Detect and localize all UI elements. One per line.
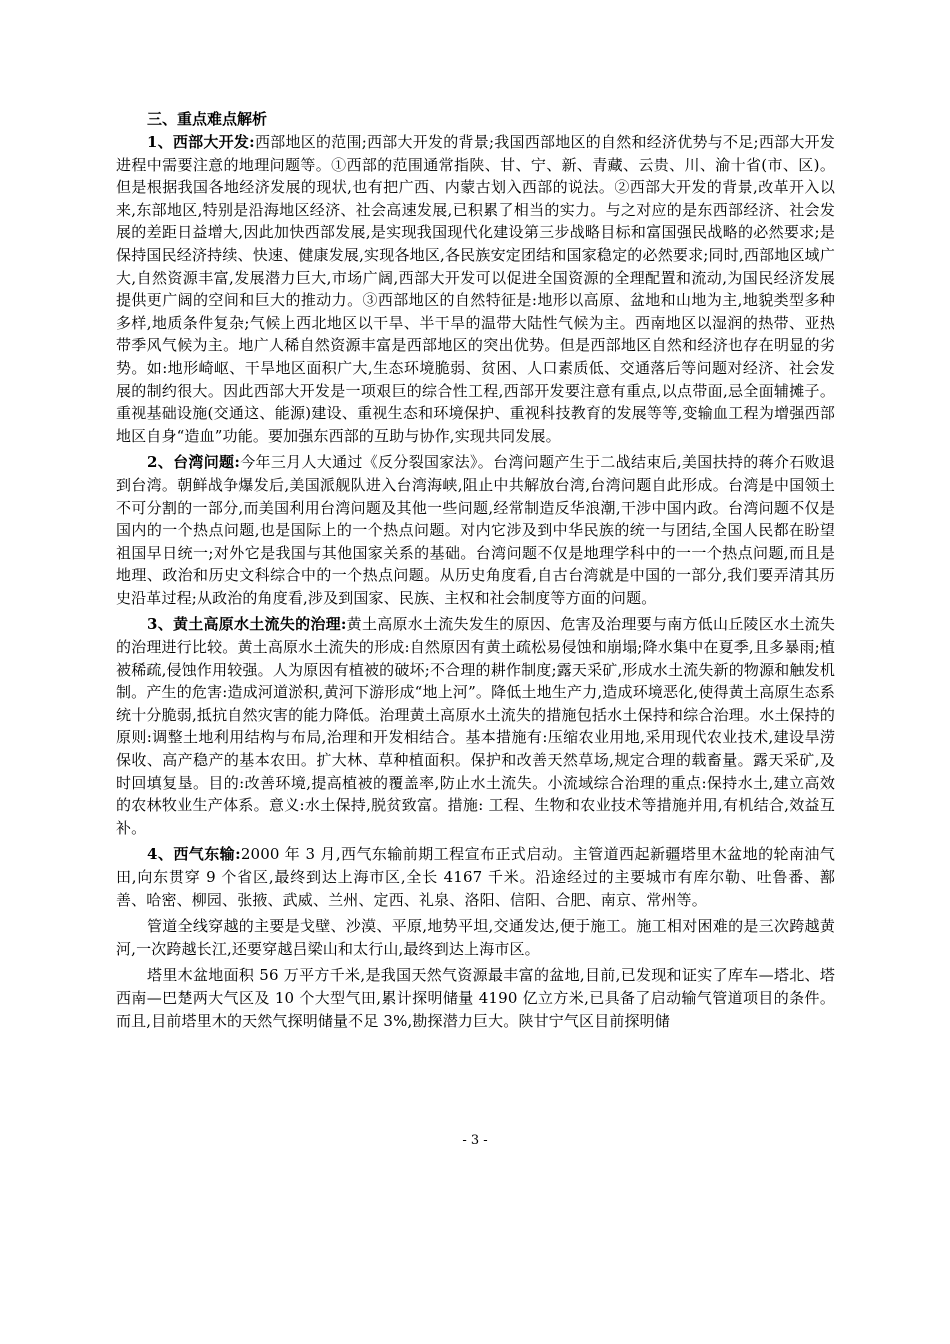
paragraph-heading: 3、黄土高原水土流失的治理: <box>147 615 347 634</box>
paragraph-text: 黄土高原水土流失发生的原因、危害及治理要与南方低山丘陵区水土流失的治理进行比较。黄土高原水土流失的形成:自然原因有黄土疏松易侵蚀和崩塌;降水集中在夏季,且多暴雨;植被稀疏,侵蚀作用较强。人为原因有植被的破坏;不合理的耕作制度;露天采矿,形成水土流失新的物源和触发机制。产生的危害:造成河道淤积,黄河下游形成“地上河”。降低土地生产力,造成环境恶化,使得黄土高原生态系统十分脆弱,抵抗自然灾害的能力降低。治理黄土高原水土流失的措施包括水土保持和综合治理。水土保持的原则:调整土地利用结构与布局,治理和开发相结合。基本措施有:压缩农业用地,采用现代农业技术,建设旱涝保收、高产稳产的基本农田。扩大林、草种植面积。保护和改善天然草场,规定合理的载畜量。露天采矿,及时回填复垦。目的:改善环境,提高植被的覆盖率,防止水土流失。小流域综合治理的重点:保持水土,建立高效的农林牧业生产体系。意义:水土保持,脱贫致富。措施: 工程、生物和农业技术等措施并用,有机结合,效益互补。 <box>116 615 835 837</box>
paragraph-heading: 4、西气东输: <box>147 845 241 864</box>
page-number: - 3 - <box>462 1133 488 1148</box>
paragraph-taiwan-issue <box>116 451 835 609</box>
paragraph-text: 2000 年 3 月,西气东输前期工程宣布正式启动。主管道西起新疆塔里木盆地的轮南油气田,向东贯穿 9 个省区,最终到达上海市区,全长 4167 千米。沿途经过的主要城市有库尔勒、吐鲁番、鄯善、哈密、柳园、张掖、武威、兰州、定西、礼泉、洛阳、信阳、合肥、南京、常州等。 <box>116 845 835 909</box>
paragraph-text: 西部地区的范围;西部大开发的背景;我国西部地区的自然和经济优势与不足;西部大开发进程中需要注意的地理问题等。①西部的范围通常指陕、甘、宁、新、青藏、云贵、川、渝十省(市、区)。但是根据我国各地经济发展的现状,也有把广西、内蒙古划入西部的说法。②西部大开发的背景,改革开入以来,东部地区,特别是沿海地区经济、社会高速发展,已积累了相当的实力。与之对应的是东西部经济、社会发展的差距日益增大,因此加快西部发展,是实现我国现代化建设第三步战略目标和富国强民战略的必然要求;是保持国民经济持续、快速、健康发展,实现各地区,各民族安定团结和国家稳定的必然要求;同时,西部地区域广大,自然资源丰富,发展潜力巨大,市场广阔,西部大开发可以促进全国资源的全理配置和流动,为国民经济发展提供更广阔的空间和巨大的推动力。③西部地区的自然特征是:地形以高原、盆地和山地为主,地貌类型多种多样,地质条件复杂;气候上西北地区以干旱、半干旱的温带大陆性气候为主。西南地区以湿润的热带、亚热带季风气候为主。地广人稀自然资源丰富是西部地区的突出优势。但是西部地区自然和经济也存在明显的劣势。如:地形崎岖、干旱地区面积广大,生态环境脆弱、贫困、人口素质低、交通落后等问题对经济、社会发展的制约很大。因此西部大开发是一项艰巨的综合性工程,西部开发要注意有重点,以点带面,忌全面辅摊子。重视基础设施(交通这、能源)建设、重视生态和环境保护、重视科技教育的发展等等,变输血工程为增强西部地区自身“造血”功能。要加强东西部的互助与协作,实现共同发展。 <box>116 133 835 445</box>
paragraph-text: 今年三月人大通过《反分裂国家法》。台湾问题产生于二战结束后,美国扶持的蒋介石败退到台湾。朝鲜战争爆发后,美国派舰队进入台湾海峡,阻止中共解放台湾,台湾问题自此形成。台湾是中国领土不可分割的一部分,而美国利用台湾问题及其他一些问题,经常制造反华浪潮,干涉中国内政。台湾问题不仅是国内的一个热点问题,也是国际上的一个热点问题。对内它涉及到中华民族的统一与团结,全国人民都在盼望祖国早日统一;对外它是我国与其他国家关系的基础。台湾问题不仅是地理学科中的一一个热点问题,而且是地理、政治和历史文科综合中的一个热点问题。从历史角度看,自古台湾就是中国的一部分,我们要弄清其历史沿革过程;从政治的角度看,涉及到国家、民族、主权和社会制度等方面的问题。 <box>116 453 835 607</box>
paragraph-west-east-gas <box>116 843 835 911</box>
paragraph-western-development <box>116 131 835 447</box>
paragraph-tarim-basin <box>116 964 835 1032</box>
paragraph-pipeline-route <box>116 915 835 960</box>
paragraph-text: 管道全线穿越的主要是戈壁、沙漠、平原,地势平坦,交通发达,便于施工。施工相对困难的是三次跨越黄河,一次跨越长江,还要穿越吕梁山和太行山,最终到达上海市区。 <box>116 917 835 958</box>
paragraph-text: 塔里木盆地面积 56 万平方千米,是我国天然气资源最丰富的盆地,目前,已发现和证实了库车—塔北、塔西南—巴楚两大气区及 10 个大型气田,累计探明储量 4190 亿立方米,已具备了启动输气管道项目的条件。而且,目前塔里木的天然气探明储量不足 3%,勘探潜力巨大。陕甘宁气区目前探明储 <box>116 966 835 1030</box>
paragraph-heading: 2、台湾问题: <box>147 453 241 472</box>
section-title: 三、重点难点解析 <box>147 110 268 128</box>
paragraph-loess-plateau <box>116 613 835 839</box>
document-body <box>116 108 835 1036</box>
paragraph-heading: 1、西部大开发: <box>147 133 255 151</box>
